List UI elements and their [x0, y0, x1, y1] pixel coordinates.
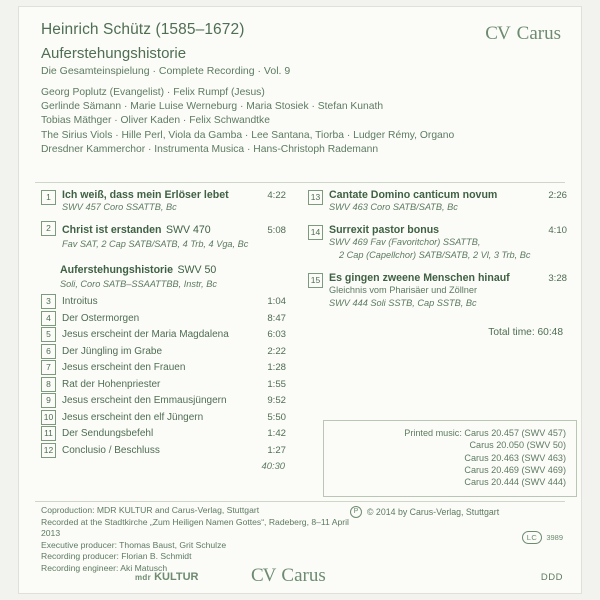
track-item[interactable]	[41, 442, 286, 458]
track-title: Surrexit pastor bonus	[329, 224, 440, 237]
track-item[interactable]	[41, 359, 286, 375]
track-catalog: SWV 470	[165, 224, 211, 237]
performer-line: Gerlinde Sämann · Marie Luise Werneburg · Maria Stosiek · Stefan Kunath	[41, 101, 384, 113]
track-scoring: SWV 444 Soli SSTB, Cap SSTB, Bc	[329, 297, 477, 308]
track-duration: 8:47	[267, 312, 286, 324]
footer	[19, 497, 581, 593]
track-title: Conclusio / Beschluss	[62, 444, 160, 456]
track-scoring-cont: 2 Cap (Capellchor) SATB/SATB, 2 Vl, 3 Trb, Bc	[339, 249, 531, 260]
tracklist-left-column	[19, 189, 300, 471]
section-total-time: 40:30	[261, 459, 285, 471]
performer-list	[41, 86, 563, 157]
track-title: Introitus	[62, 296, 98, 308]
track-number: 10	[41, 410, 56, 425]
track-number: 4	[41, 311, 56, 326]
track-item[interactable]	[308, 272, 567, 309]
track-item[interactable]	[41, 220, 286, 250]
printed-music-line: Carus 20.444 (SWV 444)	[464, 477, 566, 488]
track-duration: 2:22	[267, 345, 286, 357]
track-duration: 3:28	[548, 273, 567, 285]
track-number: 12	[41, 443, 56, 458]
track-item[interactable]	[308, 224, 567, 261]
work-subtitle: Die Gesamteinspielung · Complete Recording · Vol. 9	[41, 65, 291, 77]
section-heading-block	[41, 260, 286, 290]
rights-block	[350, 505, 565, 575]
track-subtitle: Gleichnis vom Pharisäer und Zöllner	[329, 285, 478, 296]
cv-monogram-icon: CV	[251, 565, 276, 586]
track-duration: 5:08	[267, 225, 286, 237]
printed-music-line: Carus 20.469 (SWV 469)	[464, 464, 566, 475]
section-scoring: Soli, Coro SATB–SSAATTBB, Instr, Bc	[60, 278, 217, 289]
work-title: Auferstehungshistorie	[41, 45, 187, 62]
cd-booklet-back-card	[18, 6, 582, 594]
printed-music-line: Carus 20.050 (SWV 50)	[469, 440, 566, 451]
mdr-kultur-logo	[135, 571, 198, 583]
track-number: 7	[41, 360, 56, 375]
track-item[interactable]	[41, 392, 286, 408]
track-duration: 1:04	[267, 296, 286, 308]
track-item[interactable]	[41, 376, 286, 392]
printed-music-box	[323, 420, 577, 497]
track-number: 13	[308, 190, 323, 205]
mdr-wordmark: mdr	[135, 573, 152, 582]
carus-wordmark: Carus	[281, 565, 326, 586]
track-duration: 1:27	[267, 444, 286, 456]
cv-monogram-icon: CV	[485, 23, 510, 44]
track-title: Der Sendungsbefehl	[62, 428, 154, 440]
section-track-list	[41, 293, 286, 471]
printed-music-line: Printed music: Carus 20.457 (SWV 457)	[404, 428, 566, 438]
track-item[interactable]	[41, 343, 286, 359]
phonogram-icon: P	[350, 506, 362, 518]
track-duration: 4:22	[267, 190, 286, 201]
track-number: 2	[41, 221, 56, 236]
track-item[interactable]	[41, 293, 286, 309]
track-number: 15	[308, 273, 323, 288]
track-number: 1	[41, 190, 56, 205]
track-duration: 4:10	[548, 225, 567, 237]
credit-line: Recording engineer: Aki Matusch	[41, 562, 168, 573]
carus-logo-bottom	[251, 565, 326, 587]
composer-name: Heinrich Schütz (1585–1672)	[41, 21, 245, 38]
track-title: Rat der Hohenpriester	[62, 378, 161, 390]
performer-line: Dresdner Kammerchor · Instrumenta Musica · Hans-Christoph Rademann	[41, 143, 379, 155]
track-title: Cantate Domino canticum novum	[329, 189, 498, 201]
track-duration: 2:26	[548, 190, 567, 201]
lc-icon: LC	[522, 531, 543, 544]
copyright-text: © 2014 by Carus-Verlag, Stuttgart	[367, 507, 500, 517]
track-title: Der Ostermorgen	[62, 312, 140, 324]
track-duration: 1:42	[267, 428, 286, 440]
performer-line: The Sirius Viols · Hille Perl, Viola da Gamba · Lee Santana, Tiorba · Ludger Rémy, Organo	[41, 129, 455, 141]
section-catalog: SWV 50	[177, 263, 217, 276]
track-number: 11	[41, 426, 56, 441]
divider-top	[35, 182, 565, 183]
credit-line: Recorded at the Stadtkirche „Zum Heiligen Namen Gottes“, Radeberg, 8–11 April 2013	[41, 516, 349, 539]
credit-line: Coproduction: MDR KULTUR and Carus-Verlag, Stuttgart	[41, 505, 260, 515]
track-title: Ich weiß, dass mein Erlöser lebet	[62, 189, 229, 201]
track-number: 6	[41, 344, 56, 359]
printed-music-line: Carus 20.463 (SWV 463)	[464, 452, 566, 463]
track-item[interactable]	[41, 425, 286, 441]
credit-line: Executive producer: Thomas Baust, Grit Schulze	[41, 539, 227, 550]
track-item[interactable]	[308, 189, 567, 213]
track-scoring: SWV 463 Coro SATB/SATB, Bc	[329, 202, 458, 212]
section-title: Auferstehungshistorie	[60, 263, 174, 276]
track-item[interactable]	[41, 326, 286, 342]
track-scoring: SWV 469 Fav (Favoritchor) SSATTB,	[329, 237, 481, 248]
carus-logo-top	[485, 23, 561, 45]
ddd-code: DDD	[540, 572, 563, 583]
track-title: Der Jüngling im Grabe	[62, 345, 163, 357]
track-title: Es gingen zweene Menschen hinauf	[329, 272, 510, 285]
total-time: Total time: 60:48	[488, 327, 563, 339]
track-title-group	[62, 220, 211, 238]
track-title: Jesus erscheint den Frauen	[62, 362, 186, 374]
track-title: Jesus erscheint den Emmausjüngern	[62, 395, 227, 407]
track-duration: 9:52	[267, 395, 286, 407]
track-duration: 1:55	[267, 378, 286, 390]
track-scoring: SWV 457 Coro SSATTB, Bc	[62, 202, 177, 212]
track-number: 14	[308, 225, 323, 240]
copyright-line	[350, 506, 565, 518]
track-number: 5	[41, 327, 56, 342]
track-duration: 6:03	[267, 329, 286, 341]
track-title: Christ ist erstanden	[62, 224, 162, 237]
track-title: Jesus erscheint den elf Jüngern	[62, 411, 204, 423]
track-duration: 5:50	[267, 411, 286, 423]
track-scoring: Fav SAT, 2 Cap SATB/SATB, 4 Trb, 4 Vga, Bc	[62, 239, 249, 250]
performer-line: Georg Poplutz (Evangelist) · Felix Rumpf (Jesus)	[41, 87, 265, 98]
track-duration: 1:28	[267, 362, 286, 374]
kultur-wordmark: KULTUR	[154, 571, 199, 583]
credit-line: Recording producer: Florian B. Schmidt	[41, 551, 192, 562]
track-item[interactable]	[41, 409, 286, 425]
track-number: 3	[41, 294, 56, 309]
track-title: Jesus erscheint der Maria Magdalena	[62, 329, 229, 341]
track-item[interactable]	[41, 310, 286, 326]
track-number: 8	[41, 377, 56, 392]
track-item[interactable]	[41, 189, 286, 213]
performer-line: Tobias Mäthger · Oliver Kaden · Felix Schwandtke	[41, 115, 270, 127]
carus-wordmark: Carus	[516, 23, 561, 44]
track-number: 9	[41, 393, 56, 408]
label-code-block	[522, 531, 563, 544]
lc-number: 3989	[546, 533, 563, 542]
